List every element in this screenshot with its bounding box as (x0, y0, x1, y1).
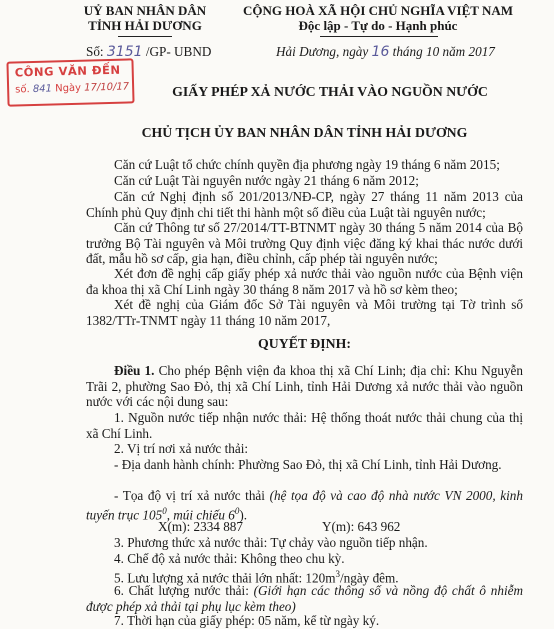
item-1: 1. Nguồn nước tiếp nhận nước thải: Hệ thống thoát nước thải chung của thị xã Chí Linh. (86, 410, 523, 441)
agency-line1: UỶ BAN NHÂN DÂN (83, 3, 207, 18)
issue-date (276, 44, 495, 61)
item-5-unit: /ngày đêm. (339, 570, 399, 586)
item-7: 7. Thời hạn của giấy phép: 05 năm, kể từ ngày ký. (114, 613, 380, 628)
basis-5: Xét đơn đề nghị cấp giấy phép xả nước thải vào nguồn nước của Bệnh viện đa khoa thị xã Chí Linh ngày 30 tháng 8 năm 2017 và hồ sơ kèm theo; (86, 266, 523, 297)
stamp-number-handwritten: 841 (32, 83, 53, 95)
coord-end: ). (239, 506, 248, 522)
motto-underline (320, 36, 438, 37)
cubic-sup: 3 (335, 569, 340, 579)
stamp-title: CÔNG VĂN ĐẾN (14, 62, 121, 80)
basis-2: Căn cứ Luật Tài nguyên nước ngày 21 tháng 6 năm 2012; (114, 173, 419, 188)
coordinate-x: X(m): 2334 887 (158, 519, 243, 534)
coord-system: (hệ tọa độ và cao độ nhà nước VN 2000, kinh tuyến trục 105 (86, 488, 523, 522)
item-5-text: 5. Lưu lượng xả nước thải lớn nhất: 120m (114, 570, 336, 586)
item-2-coordinates (86, 488, 523, 523)
basis-3: Căn cứ Nghị định số 201/2013/NĐ-CP, ngày 27 tháng 11 năm 2013 của Chính phủ Quy định chi tiết thi hành một số điều của Luật tài nguyên nước; (86, 189, 523, 220)
stamp-date-label: Ngày (55, 82, 82, 95)
incoming-document-stamp (6, 58, 134, 106)
day-handwritten: 16 (371, 44, 390, 60)
degree-sup-2: 0 (234, 505, 240, 516)
article-1-text: Cho phép Bệnh viện đa khoa thị xã Chí Linh; địa chỉ: Khu Nguyễn Trãi 2, phường Sao Đỏ, thị xã Chí Linh, tỉnh Hải Dương xả nước thải vào nguồn nước với các nội dung sau: (86, 363, 524, 410)
agency-line2: TỈNH HẢI DƯƠNG (88, 18, 202, 33)
national-motto (230, 3, 526, 33)
stamp-date-handwritten: 17/10/17 (84, 81, 130, 94)
item-2-location: - Địa danh hành chính: Phường Sao Đỏ, thị xã Chí Linh, tỉnh Hải Dương. (114, 457, 502, 472)
coordinate-y: Y(m): 643 962 (322, 519, 401, 534)
agency-underline (118, 36, 172, 37)
item-6 (86, 583, 523, 614)
motto-line: Độc lập - Tự do - Hạnh phúc (298, 18, 458, 33)
basis-6: Xét đề nghị của Giám đốc Sở Tài nguyên và Môi trường tại Tờ trình số 1382/TTr-TNMT ngày 11 tháng 10 năm 2017, (86, 297, 523, 328)
item-6-note: (Giới hạn các thông số và nồng độ chất ô nhiễm được phép xả thải tại phụ lục kèm theo) (86, 583, 524, 614)
date-part2: tháng 10 năm 2017 (392, 44, 495, 59)
stamp-number-label: số. (15, 84, 30, 96)
country-name: CỘNG HOÀ XÃ HỘI CHỦ NGHĨA VIỆT NAM (242, 3, 514, 18)
coord-prefix: - Tọa độ vị trí xả nước thải (114, 488, 270, 503)
item-4: 4. Chế độ xả nước thải: Không theo chu kỳ. (114, 551, 345, 566)
coord-zone: , múi chiếu 6 (166, 506, 235, 522)
number-prefix: Số: (86, 44, 104, 59)
agency-name (69, 3, 221, 33)
stamp-details (15, 81, 129, 95)
item-3: 3. Phương thức xả nước thải: Tự chảy vào nguồn tiếp nhận. (114, 535, 428, 550)
item-6-text: 6. Chất lượng nước thải: (114, 583, 254, 598)
document-title: GIẤY PHÉP XẢ NƯỚC THẢI VÀO NGUỒN NƯỚC (172, 84, 488, 99)
decision-heading: QUYẾT ĐỊNH: (258, 336, 351, 351)
basis-4: Căn cứ Thông tư số 27/2014/TT-BTNMT ngày 30 tháng 5 năm 2014 của Bộ trưởng Bộ Tài nguyên và Môi trường Quy định việc đăng ký khai thác nước dưới đất, mẫu hồ sơ cấp, gia hạn, điều chỉnh, cấp phép tài nguyên nước; (86, 220, 523, 267)
article-1-label: Điều 1. (114, 363, 155, 378)
basis-1: Căn cứ Luật tổ chức chính quyền địa phương ngày 19 tháng 6 năm 2015; (114, 157, 500, 172)
number-handwritten: 3151 (106, 44, 143, 60)
authority-heading: CHỦ TỊCH ỦY BAN NHÂN DÂN TỈNH HẢI DƯƠNG (141, 125, 468, 140)
degree-sup-1: 0 (162, 505, 167, 516)
number-suffix: /GP- UBND (145, 44, 212, 59)
article-1 (86, 363, 523, 410)
date-part1: Hải Dương, ngày (276, 44, 369, 59)
item-2: 2. Vị trí nơi xả nước thải: (114, 441, 249, 456)
